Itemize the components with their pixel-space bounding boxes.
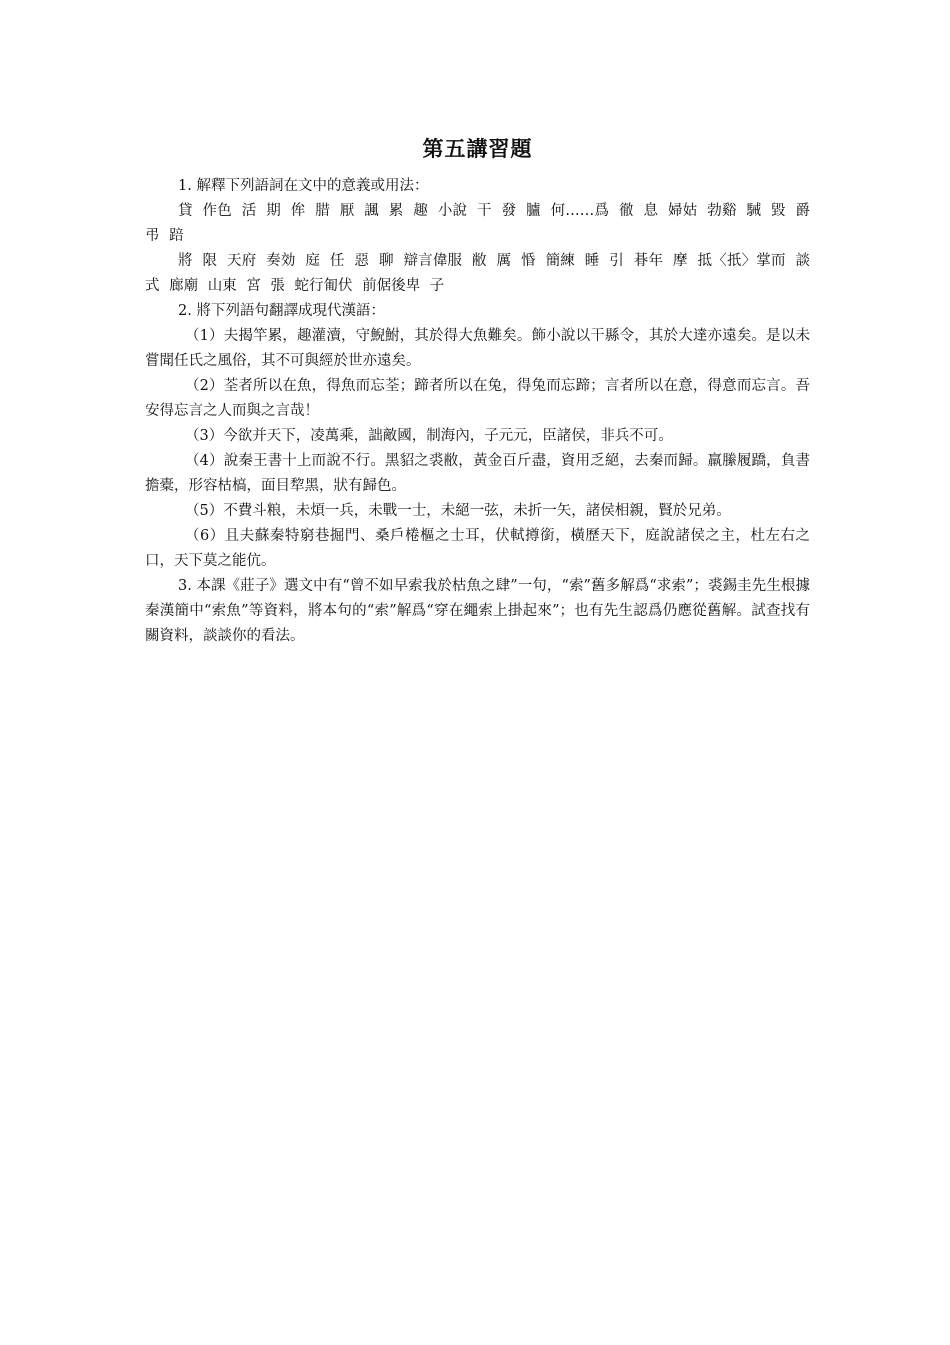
question-1-heading: 1. 解釋下列語詞在文中的意義或用法：: [178, 178, 429, 194]
question-2-item-2: （2）荃者所以在魚，得魚而忘荃；蹄者所以在兔，得兔而忘蹄；言者所以在意，得意而忘言。吾安得忘言之人而與之言哉！: [145, 378, 810, 419]
question-1-word-list-1: 貸 作色 活 期 侔 腊 厭 諷 累 趣 小說 干 發 臚 何……爲 徹 息 婦姑 勃谿 駴 毀 爵 弔 踣: [145, 203, 810, 244]
question-2-heading: 2. 將下列語句翻譯成現代漢語：: [178, 303, 385, 319]
question-2-item-5: （5）不費斗粮，未煩一兵，未戰一士，未絕一弦，未折一矢，諸侯相親，賢於兄弟。: [185, 503, 731, 519]
question-2-item-1: （1）夫揭竿累，趣灌瀆，守鯢鮒，其於得大魚難矣。飾小說以干縣令，其於大達亦遠矣。是以未嘗聞任氏之風俗，其不可與經於世亦遠矣。: [145, 328, 810, 369]
question-2-item-6: （6）且夫蘇秦特窮巷掘門、桑戶棬樞之士耳，伏軾撙銜，橫歷天下，庭說諸侯之主，杜左右之口，天下莫之能伉。: [145, 528, 810, 569]
question-1-word-list-2: 將 限 天府 奏効 庭 任 惡 聊 辯言偉服 敝 厲 惛 簡練 睡 引 朞年 摩 抵〈扺〉掌而 談 式 廊廟 山東 宮 張 蛇行匍伏 前倨後卑 子: [145, 253, 810, 294]
exercise-page: [145, 134, 810, 649]
question-3-text: 3. 本課《莊子》選文中有“曾不如早索我於枯魚之肆”一句，“索”舊多解爲“求索”；裘錫圭先生根據秦漢簡中“索魚”等資料，將本句的“索”解爲“穿在繩索上掛起來”；也有先生認爲仍應從舊解。試查找有關資料，談談你的看法。: [145, 578, 810, 644]
question-2-item-3: （3）今欲并天下，凌萬乘，詘敵國，制海內，子元元，臣諸侯，非兵不可。: [185, 428, 673, 444]
page-title: 第五講習題: [422, 137, 533, 161]
question-2-item-4: （4）說秦王書十上而說不行。黑貂之裘敝，黃金百斤盡，資用乏絕，去秦而歸。羸縢履蹻，負書擔橐，形容枯槁，面目犂黑，狀有歸色。: [145, 453, 810, 494]
